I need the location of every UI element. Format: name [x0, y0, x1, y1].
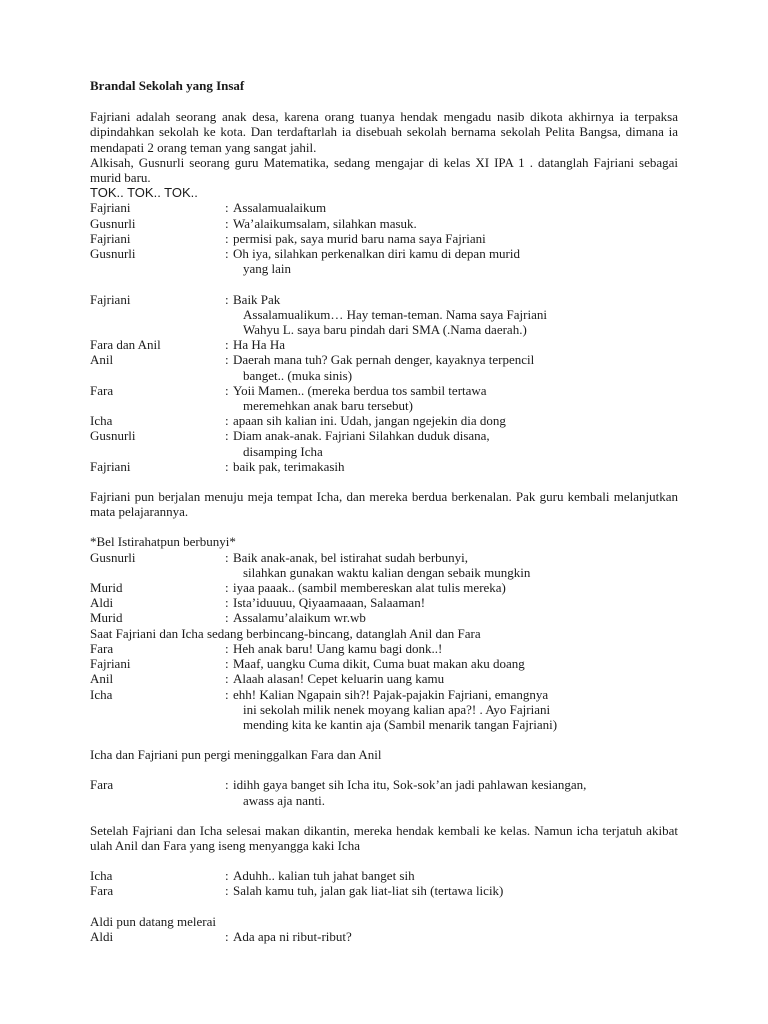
dialogue-text-line: Maaf, uangku Cuma dikit, Cuma buat makan aku doang [233, 656, 525, 672]
dialogue-text-line: Heh anak baru! Uang kamu bagi donk..! [233, 640, 443, 656]
dialogue-block-5 [90, 777, 678, 807]
speaker-name: Icha [90, 686, 113, 702]
colon-separator: : [225, 382, 229, 398]
colon-separator: : [225, 458, 229, 474]
dialogue-text-line: Ada apa ni ribut-ribut? [233, 928, 352, 944]
dialogue-text [233, 580, 678, 595]
dialogue-line [90, 292, 678, 338]
speaker-name: Fajriani [90, 230, 131, 246]
speaker-name: Murid [90, 610, 123, 626]
document-title: Brandal Sekolah yang Insaf [90, 78, 245, 93]
dialogue-text [233, 459, 678, 474]
dialogue-block-1 [90, 200, 678, 276]
dialogue-text-line: Assalamualaikum [233, 200, 327, 216]
dialogue-text [233, 216, 678, 231]
colon-separator: : [225, 868, 229, 884]
colon-separator: : [225, 595, 229, 611]
dialogue-line [90, 641, 678, 656]
dialogue-text-continuation: yang lain [243, 261, 292, 277]
speaker-name: Gusnurli [90, 428, 136, 444]
dialogue-text-line: Assalamu’alaikum wr.wb [233, 610, 366, 626]
dialogue-text-continuation: banget.. (muka sinis) [243, 367, 353, 383]
dialogue-line [90, 246, 678, 276]
dialogue-line [90, 200, 678, 215]
dialogue-block-4 [90, 641, 678, 732]
colon-separator: : [225, 777, 229, 793]
dialogue-text [233, 671, 678, 686]
speaker-name: Icha [90, 868, 113, 884]
speaker-name: Gusnurli [90, 246, 136, 262]
dialogue-text-continuation: Wahyu L. saya baru pindah dari SMA (.Nama daerah.) [243, 322, 527, 338]
dialogue-text [233, 641, 678, 656]
paragraph-alkisah: Alkisah, Gusnurli seorang guru Matematika, sedang mengajar di kelas XI IPA 1 . datanglah Fajriani sebagai murid baru. [90, 154, 678, 186]
colon-separator: : [225, 352, 229, 368]
dialogue-line [90, 383, 678, 413]
colon-separator: : [225, 200, 229, 216]
dialogue-text [233, 687, 678, 733]
colon-separator: : [225, 246, 229, 262]
dialogue-text-line: permisi pak, saya murid baru nama saya Fajriani [233, 230, 486, 246]
speaker-name: Aldi [90, 595, 114, 611]
dialogue-line [90, 595, 678, 610]
dialogue-text [233, 777, 678, 807]
dialogue-text-continuation: mending kita ke kantin aja (Sambil menarik tangan Fajriani) [243, 716, 558, 732]
dialogue-text [233, 868, 678, 883]
dialogue-text [233, 337, 678, 352]
dialogue-block-2 [90, 292, 678, 474]
colon-separator: : [225, 549, 229, 565]
dialogue-text-line: Ista’iduuuu, Qiyaamaaan, Salaaman! [233, 595, 426, 611]
dialogue-block-7 [90, 929, 678, 944]
dialogue-line [90, 687, 678, 733]
colon-separator: : [225, 610, 229, 626]
dialogue-text-line: baik pak, terimakasih [233, 458, 345, 474]
colon-separator: : [225, 640, 229, 656]
dialogue-text-line: Baik Pak [233, 291, 281, 307]
dialogue-text-continuation: awass aja nanti. [243, 792, 325, 808]
dialogue-line [90, 610, 678, 625]
dialogue-text-line: Oh iya, silahkan perkenalkan diri kamu di depan murid [233, 246, 521, 262]
speaker-name: Fajriani [90, 656, 131, 672]
dialogue-text [233, 929, 678, 944]
dialogue-text [233, 292, 678, 338]
colon-separator: : [225, 215, 229, 231]
dialogue-line [90, 413, 678, 428]
dialogue-block-6 [90, 868, 678, 898]
dialogue-line [90, 352, 678, 382]
dialogue-line [90, 550, 678, 580]
dialogue-text-line: iyaa paaak.. (sambil membereskan alat tulis mereka) [233, 580, 506, 596]
dialogue-text-line: Aduhh.. kalian tuh jahat banget sih [233, 868, 415, 884]
dialogue-text-line: Wa’alaikumsalam, silahkan masuk. [233, 215, 417, 231]
dialogue-text [233, 413, 678, 428]
dialogue-line [90, 337, 678, 352]
speaker-name: Fajriani [90, 291, 131, 307]
speaker-name: Gusnurli [90, 549, 136, 565]
speaker-name: Fara [90, 777, 114, 793]
dialogue-text [233, 550, 678, 580]
paragraph-berbincang: Saat Fajriani dan Icha sedang berbincang-bincang, datanglah Anil dan Fara [90, 625, 481, 641]
dialogue-text-line: Ha Ha Ha [233, 337, 285, 353]
colon-separator: : [225, 580, 229, 596]
dialogue-block-3 [90, 550, 678, 626]
dialogue-text [233, 656, 678, 671]
speaker-name: Fara [90, 883, 114, 899]
dialogue-line [90, 868, 678, 883]
dialogue-line [90, 656, 678, 671]
speaker-name: Anil [90, 671, 114, 687]
dialogue-text-line: apaan sih kalian ini. Udah, jangan ngejekin dia dong [233, 413, 506, 429]
speaker-name: Fajriani [90, 200, 131, 216]
paragraph-kantin: Setelah Fajriani dan Icha selesai makan dikantin, mereka hendak kembali ke kelas. Namun icha terjatuh akibat ulah Anil dan Fara yang iseng menyangga kaki Icha [90, 822, 678, 853]
colon-separator: : [225, 413, 229, 429]
dialogue-text-line: Baik anak-anak, bel istirahat sudah berbunyi, [233, 549, 469, 565]
colon-separator: : [225, 656, 229, 672]
colon-separator: : [225, 291, 229, 307]
speaker-name: Fara [90, 382, 114, 398]
dialogue-line [90, 883, 678, 898]
speaker-name: Icha [90, 413, 113, 429]
dialogue-line [90, 459, 678, 474]
dialogue-line [90, 580, 678, 595]
dialogue-text [233, 428, 678, 458]
paragraph-intro: Fajriani adalah seorang anak desa, karena orang tuanya hendak mengadu nasib dikota akhirnya ia terpaksa dipindahkan sekolah ke kota. Dan terdaftarlah ia disebuah sekolah bernama sekolah Pelita Bangsa, dimana ia mendapati 2 orang teman yang sangat jahil. [90, 109, 678, 155]
speaker-name: Fajriani [90, 458, 131, 474]
dialogue-text-continuation: ini sekolah milik nenek moyang kalian apa?! . Ayo Fajriani [243, 701, 551, 717]
dialogue-text-line: Daerah mana tuh? Gak pernah denger, kayaknya terpencil [233, 352, 535, 368]
dialogue-text [233, 246, 678, 276]
dialogue-text-continuation: Assalamualikum… Hay teman-teman. Nama saya Fajriani [243, 306, 547, 322]
paragraph-melerai: Aldi pun datang melerai [90, 913, 216, 929]
dialogue-text-line: idihh gaya banget sih Icha itu, Sok-sok’an jadi pahlawan kesiangan, [233, 777, 587, 793]
colon-separator: : [225, 428, 229, 444]
knock-line: TOK.. TOK.. TOK.. [90, 185, 198, 201]
speaker-name: Gusnurli [90, 215, 136, 231]
paragraph-pergi: Icha dan Fajriani pun pergi meninggalkan Fara dan Anil [90, 747, 382, 763]
dialogue-text-line: Diam anak-anak. Fajriani Silahkan duduk disana, [233, 428, 490, 444]
dialogue-text-line: Salah kamu tuh, jalan gak liat-liat sih (tertawa licik) [233, 883, 504, 899]
dialogue-text-line: Alaah alasan! Cepet keluarin uang kamu [233, 671, 445, 687]
dialogue-text-continuation: disamping Icha [243, 443, 323, 459]
colon-separator: : [225, 337, 229, 353]
dialogue-line [90, 777, 678, 807]
speaker-name: Fara dan Anil [90, 337, 161, 353]
dialogue-text [233, 200, 678, 215]
dialogue-line [90, 929, 678, 944]
spacer [90, 276, 678, 291]
dialogue-text [233, 352, 678, 382]
dialogue-line [90, 216, 678, 231]
dialogue-text-line: Yoii Mamen.. (mereka berdua tos sambil tertawa [233, 382, 487, 398]
paragraph-berkenalan: Fajriani pun berjalan menuju meja tempat Icha, dan mereka berdua berkenalan. Pak guru kembali melanjutkan mata pelajarannya. [90, 489, 678, 520]
speaker-name: Fara [90, 640, 114, 656]
document-page [90, 78, 678, 944]
dialogue-line [90, 428, 678, 458]
speaker-name: Murid [90, 580, 123, 596]
colon-separator: : [225, 671, 229, 687]
dialogue-text [233, 383, 678, 413]
dialogue-text-continuation: meremehkan anak baru tersebut) [243, 398, 414, 414]
speaker-name: Anil [90, 352, 114, 368]
dialogue-line [90, 231, 678, 246]
colon-separator: : [225, 686, 229, 702]
colon-separator: : [225, 928, 229, 944]
dialogue-text-continuation: silahkan gunakan waktu kalian dengan sebaik mungkin [243, 564, 531, 580]
speaker-name: Aldi [90, 928, 114, 944]
dialogue-text-line: ehh! Kalian Ngapain sih?! Pajak-pajakin Fajriani, emangnya [233, 686, 549, 702]
dialogue-text [233, 231, 678, 246]
dialogue-text [233, 595, 678, 610]
bell-line: *Bel Istirahatpun berbunyi* [90, 534, 236, 550]
dialogue-text [233, 883, 678, 898]
dialogue-text [233, 610, 678, 625]
colon-separator: : [225, 230, 229, 246]
colon-separator: : [225, 883, 229, 899]
dialogue-line [90, 671, 678, 686]
